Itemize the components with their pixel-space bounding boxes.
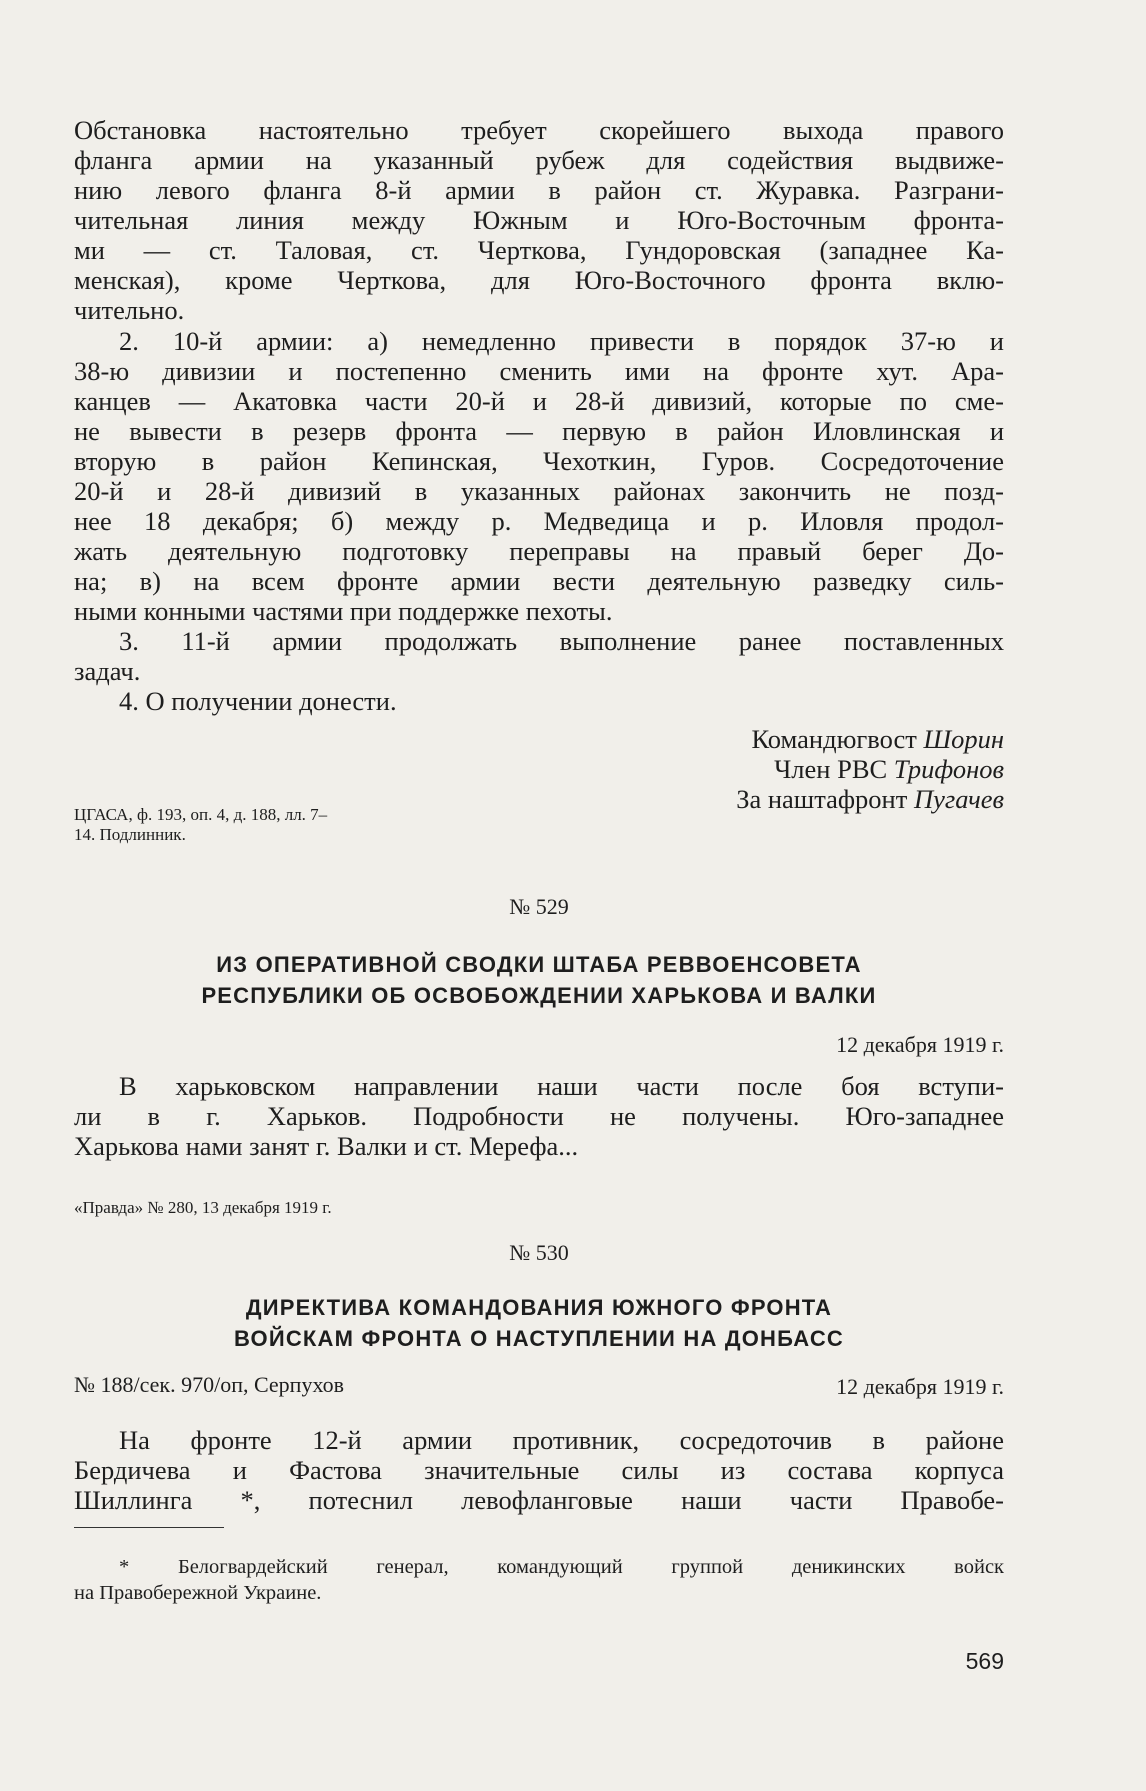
doc-number: № 529 bbox=[509, 894, 569, 919]
doc-title: ИЗ ОПЕРАТИВНОЙ СВОДКИ ШТАБА РЕВВОЕНСОВЕТА bbox=[216, 952, 862, 977]
source-citation: 14. Подлинник. bbox=[74, 825, 186, 844]
p2-line: ными конными частями при поддержке пехоты. bbox=[74, 596, 613, 626]
p2-line: не вывести в резерв фронта — первую в район Иловлинская и bbox=[74, 416, 1004, 446]
intro-line: фланга армии на указанный рубеж для содействия выдвиже- bbox=[74, 145, 1004, 175]
signature-name: Шорин bbox=[923, 724, 1004, 754]
intro-line: менская), кроме Черткова, для Юго-Восточного фронта вклю- bbox=[74, 265, 1004, 295]
p2-line: 2. 10-й армии: а) немедленно привести в порядок 37-ю и bbox=[119, 326, 1004, 356]
p2-line: нее 18 декабря; б) между р. Медведица и р. Иловля продол- bbox=[74, 506, 1004, 536]
signature-line bbox=[74, 754, 1004, 784]
intro-line: чительно. bbox=[74, 295, 185, 325]
doc-date: 12 декабря 1919 г. bbox=[836, 1032, 1004, 1057]
p2-line: 20-й и 28-й дивизий в указанных районах закончить не позд- bbox=[74, 476, 1004, 506]
doc-reference: № 188/сек. 970/оп, Серпухов bbox=[74, 1372, 345, 1397]
intro-line: нию левого фланга 8-й армии в район ст. Журавка. Разграни- bbox=[74, 175, 1004, 205]
doc-number: № 530 bbox=[509, 1240, 569, 1265]
intro-line: Обстановка настоятельно требует скорейшего выхода правого bbox=[74, 115, 1004, 145]
p2-line: 38-ю дивизии и постепенно сменить ими на фронте хут. Ара- bbox=[74, 356, 1004, 386]
doc-date: 12 декабря 1919 г. bbox=[836, 1374, 1004, 1399]
p3-line: задач. bbox=[74, 656, 141, 686]
signature-role: Член РВС bbox=[774, 754, 888, 784]
footnote-line: на Правобережной Украине. bbox=[74, 1582, 322, 1604]
source-citation: ЦГАСА, ф. 193, оп. 4, д. 188, лл. 7– bbox=[74, 805, 328, 824]
page-number: 569 bbox=[965, 1648, 1004, 1674]
doc530-line: На фронте 12-й армии противник, сосредоточив в районе bbox=[119, 1425, 1004, 1455]
footnote-line: * Белогвардейский генерал, командующий группой деникинских войск bbox=[119, 1556, 1004, 1578]
signature-name: Трифонов bbox=[893, 754, 1004, 784]
source-citation: «Правда» № 280, 13 декабря 1919 г. bbox=[74, 1198, 332, 1217]
doc-title: ДИРЕКТИВА КОМАНДОВАНИЯ ЮЖНОГО ФРОНТА bbox=[245, 1295, 833, 1320]
intro-line: ми — ст. Таловая, ст. Черткова, Гундоровская (западнее Ка- bbox=[74, 235, 1004, 265]
p3-line: 3. 11-й армии продолжать выполнение ранее поставленных bbox=[119, 626, 1004, 656]
p4-line: 4. О получении донести. bbox=[119, 686, 397, 716]
footnote-rule bbox=[74, 1527, 224, 1528]
doc-title: РЕСПУБЛИКИ ОБ ОСВОБОЖДЕНИИ ХАРЬКОВА И ВАЛКИ bbox=[201, 983, 877, 1008]
p2-line: канцев — Акатовка части 20-й и 28-й дивизий, которые по сме- bbox=[74, 386, 1004, 416]
p2-line: вторую в район Кепинская, Чехоткин, Гуров. Сосредоточение bbox=[74, 446, 1004, 476]
p2-line: на; в) на всем фронте армии вести деятельную разведку силь- bbox=[74, 566, 1004, 596]
p2-line: жать деятельную подготовку переправы на правый берег До- bbox=[74, 536, 1004, 566]
doc529-line: Харькова нами занят г. Валки и ст. Мерефа... bbox=[74, 1131, 579, 1161]
doc-title: ВОЙСКАМ ФРОНТА О НАСТУПЛЕНИИ НА ДОНБАСС bbox=[233, 1326, 845, 1351]
signature-line bbox=[74, 724, 1004, 754]
signature-role: За наштафронт bbox=[736, 784, 908, 814]
doc530-line: Шиллинга *, потеснил левофланговые наши части Правобе- bbox=[74, 1485, 1004, 1515]
doc530-line: Бердичева и Фастова значительные силы из состава корпуса bbox=[74, 1455, 1004, 1485]
intro-line: чительная линия между Южным и Юго-Восточным фронта- bbox=[74, 205, 1004, 235]
signature-name: Пугачев bbox=[913, 784, 1004, 814]
doc529-line: В харьковском направлении наши части после боя вступи- bbox=[119, 1071, 1004, 1101]
signature-role: Командюгвост bbox=[751, 724, 917, 754]
doc529-line: ли в г. Харьков. Подробности не получены. Юго-западнее bbox=[74, 1101, 1004, 1131]
